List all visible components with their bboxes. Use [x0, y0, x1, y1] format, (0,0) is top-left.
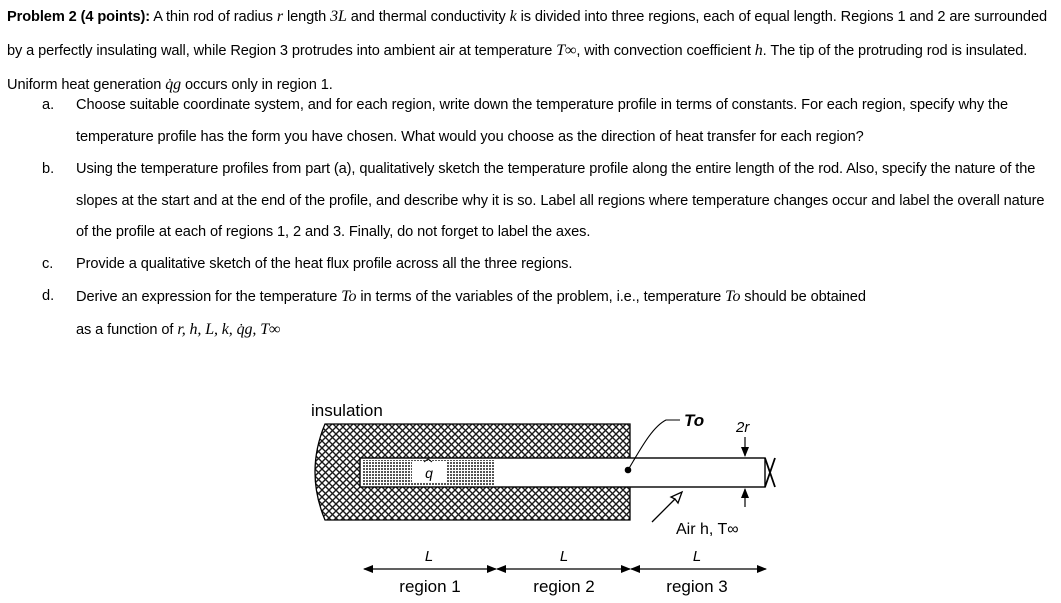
var-r: r	[276, 8, 283, 25]
intro-text-3: and thermal conductivity	[346, 9, 510, 25]
part-b-marker: b.	[42, 161, 55, 177]
intro-text-6: . The tip of the protruding rod is insulated. Uniform heat generation	[7, 43, 1028, 93]
dim-label-3: L	[692, 548, 702, 565]
region-2-label: region 2	[533, 577, 595, 596]
radius-label: 2r	[736, 419, 750, 436]
part-d-marker: d.	[42, 288, 55, 304]
part-c-marker: c.	[42, 256, 54, 272]
air-label: Air h, T∞	[676, 521, 739, 538]
insulated-tip-mark	[765, 458, 775, 487]
var-k: k	[509, 8, 517, 25]
region-3-label: region 3	[666, 577, 728, 596]
var-to: To	[341, 288, 357, 305]
part-c-text: Provide a qualitative sketch of the heat flux profile across all the three regions.	[76, 256, 573, 272]
to-label: To	[684, 411, 705, 430]
intro-text-5: , with convection coefficient	[576, 43, 755, 59]
var-h: h	[754, 42, 763, 59]
part-d-text-4: as a function of	[76, 321, 178, 338]
part-d-text-3: should be obtained	[740, 289, 866, 305]
part-d-text-1: Derive an expression for the temperature	[76, 289, 342, 305]
var-to-2: To	[725, 288, 741, 305]
q-label: q	[425, 465, 433, 481]
problem-heading: Problem 2 (4 points):	[7, 9, 151, 25]
region-1-label: region 1	[399, 577, 461, 596]
insulation-label: insulation	[311, 401, 383, 420]
var-t-inf: T∞	[556, 42, 577, 59]
part-a-text: Choose suitable coordinate system, and for each region, write down the temperature profile in terms of constants. For each region, specify why the temperature profile has the form you have chosen. What would you choose as the direction of heat transfer for each region?	[76, 97, 1009, 145]
intro-text-2: length	[282, 9, 331, 25]
part-d-vars: r, h, L, k, q̇g, T∞	[177, 320, 281, 338]
intro-text-7: occurs only in region 1.	[181, 77, 333, 93]
convection-arrow	[652, 492, 682, 522]
var-qg: q̇g	[165, 76, 182, 93]
intro-text-1: A thin rod of radius	[150, 9, 277, 25]
dim-label-1: L	[424, 548, 434, 565]
intro-text-4: is divided into three regions, each of equal length. Regions 1 and 2 are surrounded by a perfectly insulating wall, while Region 3 protrudes into ambient air at temperature	[7, 9, 1047, 59]
var-3L: 3L	[330, 8, 347, 25]
part-a-marker: a.	[42, 97, 55, 113]
part-d-text-2: in terms of the variables of the problem, i.e., temperature	[356, 289, 726, 305]
part-b-text: Using the temperature profiles from part (a), qualitatively sketch the temperature profile along the entire length of the rod. Also, specify the nature of the slopes at the start and at the end of the profile, and describe why it is so. Label all regions where temperature changes occur and label the overall nature of the profile at each of regions 1, 2 and 3. Finally, do not forget to label the axes.	[76, 161, 1045, 240]
dim-label-2: L	[559, 548, 569, 565]
